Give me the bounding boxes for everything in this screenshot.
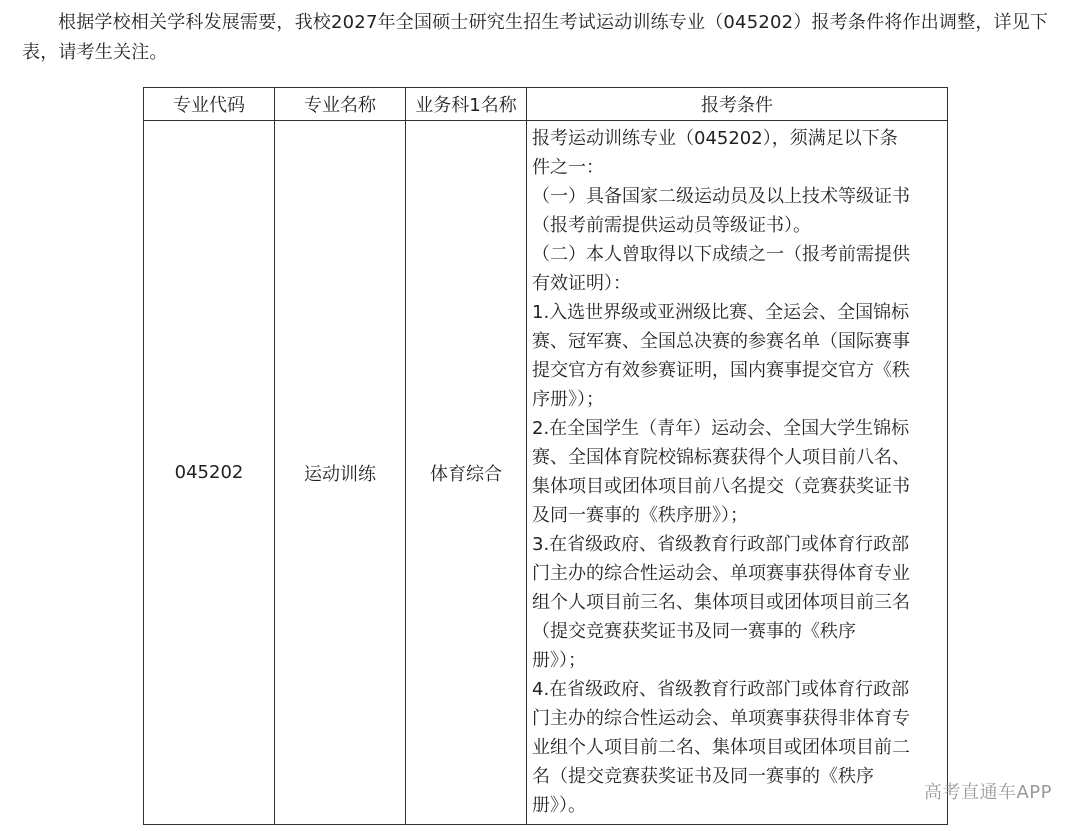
condition-line: 册》）；	[532, 650, 586, 671]
condition-line: （提交竞赛获奖证书及同一赛事的《秩序	[532, 621, 856, 642]
header-major-name: 专业名称	[275, 88, 406, 121]
condition-line: 3.在省级政府、省级教育行政部门或体育行政部	[532, 534, 910, 555]
condition-line: （一）具备国家二级运动员及以上技术等级证书	[532, 186, 910, 207]
condition-line: 2.在全国学生（青年）运动会、全国大学生锦标	[532, 418, 910, 439]
condition-line: 业组个人项目前二名、集体项目或团体项目前二	[532, 737, 910, 758]
watermark-text: 高考直通车APP	[923, 782, 1052, 803]
intro-line-1: 根据学校相关学科发展需要，我校2027年全国硕士研究生招生考试运动训练专业（045202）报考条件将作出调整，详	[58, 12, 1012, 33]
table-row	[144, 121, 948, 825]
table-header-row	[144, 88, 948, 121]
header-major-code: 专业代码	[144, 88, 275, 121]
condition-line: 4.在省级政府、省级教育行政部门或体育行政部	[532, 679, 910, 700]
condition-line: 集体项目或团体项目前八名提交（竞赛获奖证书	[532, 476, 910, 497]
condition-line: 名（提交竞赛获奖证书及同一赛事的《秩序	[532, 766, 874, 787]
condition-line: 组个人项目前三名、集体项目或团体项目前三名	[532, 592, 910, 613]
intro-line-2: 见下表，请考生关注。	[22, 12, 1049, 63]
condition-line: 门主办的综合性运动会、单项赛事获得体育专业	[532, 563, 910, 584]
condition-line: 有效证明）：	[532, 273, 631, 294]
condition-line: 赛、全国体育院校锦标赛获得个人项目前八名、	[532, 447, 910, 468]
condition-line: 1.入选世界级或亚洲级比赛、全运会、全国锦标	[532, 302, 910, 323]
condition-line: （二）本人曾取得以下成绩之一（报考前需提供	[532, 244, 910, 265]
condition-line: 序册》）；	[532, 389, 604, 410]
cell-subject-name: 体育综合	[406, 121, 527, 825]
condition-line: 门主办的综合性运动会、单项赛事获得非体育专	[532, 708, 910, 729]
condition-line: 报考运动训练专业（045202），须满足以下条	[532, 128, 898, 149]
header-subject-name: 业务科1名称	[406, 88, 527, 121]
condition-line: 提交官方有效参赛证明，国内赛事提交官方《秩	[532, 360, 910, 381]
intro-paragraph	[22, 8, 1066, 68]
cell-major-name: 运动训练	[275, 121, 406, 825]
cell-conditions	[527, 121, 948, 825]
condition-line: 及同一赛事的《秩序册》）；	[532, 505, 748, 526]
admission-requirements-table	[143, 87, 948, 825]
condition-line: 册》）。	[532, 795, 586, 816]
condition-line: 件之一：	[532, 157, 604, 178]
condition-line: （报考前需提供运动员等级证书）。	[532, 215, 811, 236]
condition-line: 赛、冠军赛、全国总决赛的参赛名单（国际赛事	[532, 331, 910, 352]
header-conditions: 报考条件	[527, 88, 948, 121]
cell-major-code: 045202	[144, 121, 275, 825]
